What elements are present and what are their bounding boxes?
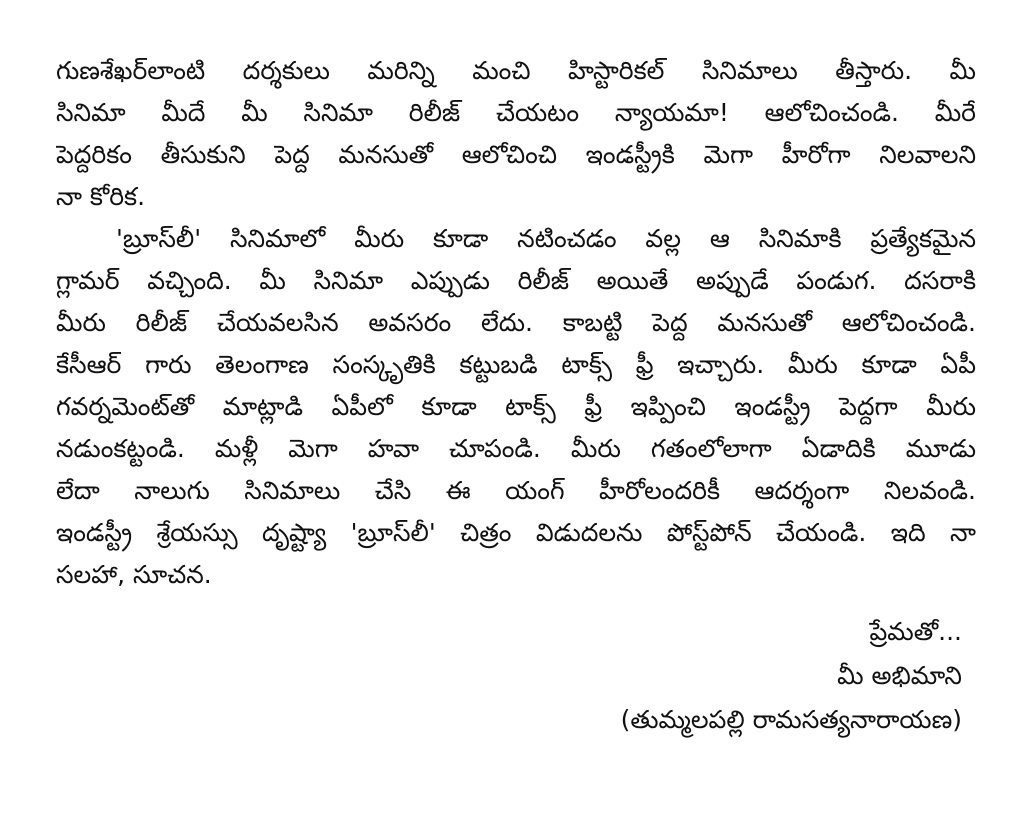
signature-block: [621, 610, 962, 742]
letter-line-1: గుణశేఖర్‌లాంటి దర్శకులు మరిన్ని మంచి హిస్టారికల్ సినిమాలు తీస్తారు. మీ: [56, 56, 976, 85]
letter-line-5: 'బ్రూస్‌లీ' సినిమాలో మీరు కూడా నటించడం వల్ల ఆ సినిమాకి ప్రత్యేకమైన: [116, 224, 976, 253]
letter-line-6: గ్లామర్ వచ్చింది. మీ సినిమా ఎప్పుడు రిలీజ్ అయితే అప్పుడే పండుగ. దసరాకి: [56, 266, 976, 295]
closing-text: ప్రేమతో...: [869, 617, 962, 646]
letter-line-12: ఇండస్ట్రీ శ్రేయస్సు దృష్ట్యా 'బ్రూస్‌లీ' చిత్రం విడుదలను పోస్ట్‌పోన్ చేయండి. ఇది నా: [56, 518, 976, 547]
letter-line-13: సలహా, సూచన.: [56, 560, 212, 589]
letter-line-11: లేదా నాలుగు సినిమాలు చేసి ఈ యంగ్ హీరోలందరికీ ఆదర్శంగా నిలవండి.: [56, 476, 976, 505]
letter-line-10: నడుంకట్టండి. మళ్లీ మెగా హవా చూపండి. మీరు గతంలోలాగా ఏడాదికి మూడు: [56, 434, 976, 463]
letter-line-7: మీరు రిలీజ్ చేయవలసిన అవసరం లేదు. కాబట్టి పెద్ద మనసుతో ఆలోచించండి.: [56, 308, 976, 337]
letter-line-8: కేసీఆర్ గారు తెలంగాణ సంస్కృతికి కట్టుబడి టాక్స్ ఫ్రీ ఇచ్చారు. మీరు కూడా ఏపీ: [56, 350, 976, 379]
letter-body: [56, 50, 976, 596]
sender-name: (తుమ్మలపల్లి రామసత్యనారాయణ): [620, 705, 962, 734]
letter-line-2: సినిమా మీదే మీ సినిమా రిలీజ్ చేయటం న్యాయమా! ఆలోచించండి. మీరే: [56, 98, 976, 127]
letter-line-3: పెద్దరికం తీసుకుని పెద్ద మనసుతో ఆలోచించి ఇండస్ట్రీకి మెగా హీరోగా నిలవాలని: [56, 140, 976, 169]
letter-line-9: గవర్నమెంట్‌తో మాట్లాడి ఏపీలో కూడా టాక్స్ ఫ్రీ ఇప్పించి ఇండస్ట్రీ పెద్దగా మీరు: [56, 392, 976, 421]
sender-role: మీ అభిమాని: [837, 661, 962, 690]
letter-line-4: నా కోరిక.: [56, 182, 146, 211]
